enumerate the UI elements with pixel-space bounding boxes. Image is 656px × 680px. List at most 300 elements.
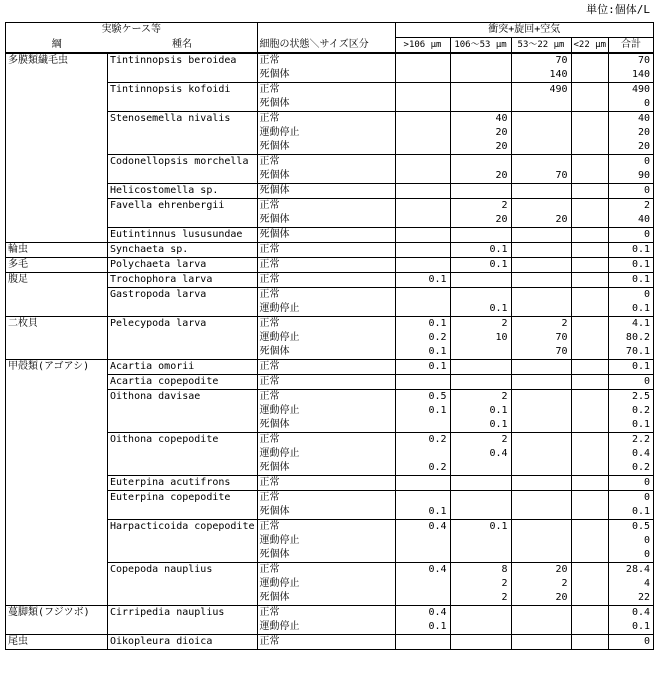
value-cell (395, 97, 450, 112)
table-row (6, 53, 654, 68)
table-row (6, 169, 654, 184)
class-cell (6, 375, 108, 390)
species-cell (108, 461, 258, 476)
state-cell: 死個体 (257, 505, 395, 520)
value-cell: 8 (450, 563, 511, 578)
value-cell (450, 228, 511, 243)
table-row (6, 184, 654, 199)
total-cell: 0 (609, 635, 654, 650)
value-cell (571, 331, 609, 345)
species-cell: Helicostomella sp. (108, 184, 258, 199)
class-cell (6, 620, 108, 635)
table-row (6, 317, 654, 332)
state-cell: 死個体 (257, 140, 395, 155)
value-cell (450, 635, 511, 650)
table-row (6, 404, 654, 418)
value-cell (571, 199, 609, 214)
class-cell (6, 83, 108, 98)
size-header-2: 106～53 μm (450, 38, 511, 54)
value-cell (395, 418, 450, 433)
total-cell: 140 (609, 68, 654, 83)
total-cell: 2.5 (609, 390, 654, 405)
value-cell (571, 606, 609, 621)
species-cell (108, 548, 258, 563)
value-cell: 0.4 (395, 563, 450, 578)
value-cell: 0.1 (450, 302, 511, 317)
value-cell (450, 83, 511, 98)
value-cell (450, 155, 511, 170)
table-row (6, 345, 654, 360)
value-cell (571, 375, 609, 390)
value-cell (571, 126, 609, 140)
table-row (6, 447, 654, 461)
table-row (6, 155, 654, 170)
value-cell: 70 (511, 345, 571, 360)
state-cell: 死個体 (257, 68, 395, 83)
value-cell (511, 140, 571, 155)
value-cell (571, 491, 609, 506)
total-cell: 22 (609, 591, 654, 606)
class-cell (6, 97, 108, 112)
value-cell (395, 375, 450, 390)
table-row (6, 620, 654, 635)
value-cell: 2 (450, 317, 511, 332)
table-row (6, 491, 654, 506)
species-cell (108, 447, 258, 461)
total-cell: 0 (609, 228, 654, 243)
total-cell: 0 (609, 534, 654, 548)
value-cell (511, 433, 571, 448)
value-cell (511, 258, 571, 273)
class-cell: 二枚貝 (6, 317, 108, 332)
total-cell: 2 (609, 199, 654, 214)
total-cell: 90 (609, 169, 654, 184)
value-cell (395, 548, 450, 563)
total-cell: 20 (609, 126, 654, 140)
table-row (6, 302, 654, 317)
state-cell: 正常 (257, 243, 395, 258)
class-cell (6, 213, 108, 228)
table-row (6, 390, 654, 405)
value-cell (395, 288, 450, 303)
table-row (6, 548, 654, 563)
value-cell: 0.2 (395, 461, 450, 476)
value-cell: 20 (511, 591, 571, 606)
total-cell: 0 (609, 476, 654, 491)
value-cell (571, 563, 609, 578)
value-cell (395, 126, 450, 140)
state-cell: 運動停止 (257, 620, 395, 635)
state-cell: 死個体 (257, 228, 395, 243)
state-cell: 運動停止 (257, 534, 395, 548)
value-cell (395, 476, 450, 491)
total-cell: 0 (609, 548, 654, 563)
value-cell (511, 243, 571, 258)
value-cell: 2 (450, 577, 511, 591)
value-cell (395, 213, 450, 228)
class-cell (6, 331, 108, 345)
value-cell (511, 476, 571, 491)
value-cell (395, 68, 450, 83)
value-cell: 0.4 (395, 520, 450, 535)
class-cell: 蔓脚類(フジツボ) (6, 606, 108, 621)
value-cell (571, 243, 609, 258)
table-row (6, 360, 654, 375)
group-header: 衝突+旋回+空気 (395, 23, 654, 38)
class-cell (6, 228, 108, 243)
state-cell: 正常 (257, 317, 395, 332)
state-cell: 正常 (257, 83, 395, 98)
value-cell (395, 243, 450, 258)
species-cell (108, 126, 258, 140)
table-row (6, 258, 654, 273)
state-header: 細胞の状態＼サイズ区分 (257, 38, 395, 54)
class-cell (6, 476, 108, 491)
state-cell: 正常 (257, 360, 395, 375)
value-cell (395, 635, 450, 650)
value-cell (571, 620, 609, 635)
class-cell (6, 461, 108, 476)
class-cell (6, 591, 108, 606)
value-cell (571, 140, 609, 155)
value-cell: 0.1 (395, 620, 450, 635)
class-cell (6, 505, 108, 520)
class-cell (6, 563, 108, 578)
value-cell (450, 461, 511, 476)
table-row (6, 433, 654, 448)
value-cell (511, 199, 571, 214)
value-cell: 0.4 (450, 447, 511, 461)
species-cell (108, 577, 258, 591)
value-cell: 2 (450, 433, 511, 448)
table-row (6, 577, 654, 591)
table-row (6, 418, 654, 433)
value-cell: 0.1 (450, 418, 511, 433)
class-cell (6, 433, 108, 448)
size-header-3: 53～22 μm (511, 38, 571, 54)
value-cell: 0.1 (395, 360, 450, 375)
value-cell: 20 (450, 213, 511, 228)
value-cell: 0.1 (450, 243, 511, 258)
class-cell (6, 404, 108, 418)
value-cell (450, 606, 511, 621)
class-cell: 甲殻類(アゴアシ) (6, 360, 108, 375)
state-cell: 運動停止 (257, 302, 395, 317)
species-cell (108, 404, 258, 418)
value-cell (571, 184, 609, 199)
value-cell (511, 97, 571, 112)
state-cell: 正常 (257, 258, 395, 273)
species-cell (108, 591, 258, 606)
state-cell: 死個体 (257, 345, 395, 360)
value-cell (450, 548, 511, 563)
species-cell: Tintinnopsis kofoidi (108, 83, 258, 98)
class-cell: 多膜類繊毛虫 (6, 53, 108, 68)
value-cell (511, 273, 571, 288)
species-cell: Tintinnopsis beroidea (108, 53, 258, 68)
class-cell (6, 534, 108, 548)
value-cell: 2 (450, 199, 511, 214)
species-cell: Oithona copepodite (108, 433, 258, 448)
state-cell: 死個体 (257, 97, 395, 112)
value-cell (511, 390, 571, 405)
value-cell (511, 520, 571, 535)
value-cell: 0.4 (395, 606, 450, 621)
species-cell (108, 213, 258, 228)
value-cell (571, 418, 609, 433)
table-row (6, 375, 654, 390)
table-row (6, 591, 654, 606)
total-cell: 70 (609, 53, 654, 68)
state-cell: 正常 (257, 288, 395, 303)
value-cell (571, 476, 609, 491)
value-cell (395, 228, 450, 243)
value-cell (511, 360, 571, 375)
total-cell: 40 (609, 112, 654, 127)
value-cell: 0.1 (450, 520, 511, 535)
total-header: 合計 (609, 38, 654, 54)
species-cell: Stenosemella nivalis (108, 112, 258, 127)
value-cell (571, 520, 609, 535)
species-cell: Acartia copepodite (108, 375, 258, 390)
total-cell: 0.1 (609, 258, 654, 273)
value-cell (511, 112, 571, 127)
value-cell: 2 (511, 317, 571, 332)
class-cell (6, 126, 108, 140)
species-header: 種名 (108, 38, 258, 54)
state-cell: 正常 (257, 635, 395, 650)
value-cell (571, 68, 609, 83)
value-cell: 0.2 (395, 331, 450, 345)
value-cell (511, 155, 571, 170)
value-cell (395, 184, 450, 199)
total-cell: 0 (609, 184, 654, 199)
table-row (6, 520, 654, 535)
value-cell (450, 476, 511, 491)
value-cell (511, 302, 571, 317)
state-cell: 運動停止 (257, 404, 395, 418)
class-cell (6, 520, 108, 535)
value-cell (571, 258, 609, 273)
value-cell (571, 155, 609, 170)
value-cell: 490 (511, 83, 571, 98)
class-cell (6, 447, 108, 461)
value-cell (395, 53, 450, 68)
class-cell (6, 390, 108, 405)
class-cell (6, 169, 108, 184)
header-row-2 (6, 38, 654, 54)
value-cell (511, 505, 571, 520)
value-cell (450, 360, 511, 375)
value-cell: 2 (511, 577, 571, 591)
state-cell: 運動停止 (257, 126, 395, 140)
value-cell (511, 491, 571, 506)
value-cell: 20 (450, 140, 511, 155)
exp-case-header: 実験ケース等 (6, 23, 258, 38)
value-cell (450, 273, 511, 288)
state-cell: 運動停止 (257, 447, 395, 461)
value-cell (571, 169, 609, 184)
table-row (6, 476, 654, 491)
species-cell: Harpacticoida copepodite (108, 520, 258, 535)
species-cell: Synchaeta sp. (108, 243, 258, 258)
table-row (6, 213, 654, 228)
class-cell (6, 345, 108, 360)
state-cell: 正常 (257, 199, 395, 214)
total-cell: 0.1 (609, 273, 654, 288)
total-cell: 0.1 (609, 505, 654, 520)
species-cell (108, 418, 258, 433)
species-cell (108, 68, 258, 83)
value-cell (395, 534, 450, 548)
total-cell: 0 (609, 491, 654, 506)
value-cell (571, 345, 609, 360)
total-cell: 28.4 (609, 563, 654, 578)
unit-label: 単位:個体/L (586, 3, 650, 16)
total-cell: 20 (609, 140, 654, 155)
value-cell: 70 (511, 331, 571, 345)
value-cell (450, 491, 511, 506)
value-cell (571, 273, 609, 288)
value-cell: 10 (450, 331, 511, 345)
table-row (6, 243, 654, 258)
species-cell: Codonellopsis morchella (108, 155, 258, 170)
species-cell (108, 302, 258, 317)
value-cell (395, 169, 450, 184)
value-cell (571, 591, 609, 606)
species-cell (108, 620, 258, 635)
value-cell (571, 461, 609, 476)
state-cell: 正常 (257, 476, 395, 491)
class-cell (6, 68, 108, 83)
value-cell: 0.2 (395, 433, 450, 448)
data-table (5, 22, 654, 650)
species-cell (108, 345, 258, 360)
total-cell: 0.2 (609, 404, 654, 418)
value-cell (395, 577, 450, 591)
value-cell (511, 534, 571, 548)
value-cell (511, 418, 571, 433)
value-cell (450, 505, 511, 520)
table-row (6, 112, 654, 127)
value-cell (511, 461, 571, 476)
value-cell (571, 548, 609, 563)
total-cell: 0 (609, 155, 654, 170)
value-cell: 70 (511, 53, 571, 68)
total-cell: 0.1 (609, 620, 654, 635)
class-cell: 尾虫 (6, 635, 108, 650)
total-cell: 490 (609, 83, 654, 98)
value-cell (511, 620, 571, 635)
state-cell: 正常 (257, 273, 395, 288)
class-header: 綱 (6, 38, 108, 54)
species-cell: Pelecypoda larva (108, 317, 258, 332)
value-cell (511, 606, 571, 621)
value-cell: 20 (450, 169, 511, 184)
total-cell: 0.4 (609, 606, 654, 621)
value-cell: 20 (511, 213, 571, 228)
value-cell (395, 258, 450, 273)
species-cell (108, 97, 258, 112)
total-cell: 0.4 (609, 447, 654, 461)
state-cell: 死個体 (257, 591, 395, 606)
value-cell (395, 83, 450, 98)
state-cell: 死個体 (257, 418, 395, 433)
value-cell: 0.1 (395, 404, 450, 418)
value-cell: 2 (450, 390, 511, 405)
size-header-4: <22 μm (571, 38, 609, 54)
table-row (6, 97, 654, 112)
table-row (6, 68, 654, 83)
value-cell (450, 68, 511, 83)
value-cell: 0.1 (395, 505, 450, 520)
state-cell: 死個体 (257, 548, 395, 563)
value-cell: 20 (511, 563, 571, 578)
species-cell: Eutintinnus lususundae (108, 228, 258, 243)
state-cell: 運動停止 (257, 331, 395, 345)
table-row (6, 126, 654, 140)
value-cell (395, 199, 450, 214)
size-header-1: >106 μm (395, 38, 450, 54)
value-cell (571, 317, 609, 332)
value-cell (450, 620, 511, 635)
species-cell: Acartia omorii (108, 360, 258, 375)
species-cell: Euterpina copepodite (108, 491, 258, 506)
table-row (6, 83, 654, 98)
value-cell (571, 390, 609, 405)
class-cell (6, 184, 108, 199)
value-cell (571, 83, 609, 98)
species-cell: Gastropoda larva (108, 288, 258, 303)
value-cell (571, 505, 609, 520)
value-cell (571, 360, 609, 375)
value-cell (395, 591, 450, 606)
value-cell (511, 184, 571, 199)
class-cell (6, 418, 108, 433)
value-cell: 0.1 (395, 273, 450, 288)
state-cell: 正常 (257, 433, 395, 448)
value-cell (450, 53, 511, 68)
value-cell (511, 404, 571, 418)
class-cell (6, 112, 108, 127)
value-cell (450, 375, 511, 390)
table-row (6, 199, 654, 214)
total-cell: 2.2 (609, 433, 654, 448)
state-cell: 正常 (257, 491, 395, 506)
total-cell: 0 (609, 288, 654, 303)
value-cell (511, 548, 571, 563)
value-cell (395, 112, 450, 127)
state-cell: 死個体 (257, 184, 395, 199)
state-cell: 正常 (257, 606, 395, 621)
value-cell: 2 (450, 591, 511, 606)
value-cell: 70 (511, 169, 571, 184)
table-row (6, 563, 654, 578)
state-cell: 正常 (257, 155, 395, 170)
value-cell (395, 302, 450, 317)
value-cell (511, 635, 571, 650)
table-row (6, 505, 654, 520)
value-cell (450, 534, 511, 548)
total-cell: 40 (609, 213, 654, 228)
value-cell (571, 213, 609, 228)
value-cell: 0.5 (395, 390, 450, 405)
species-cell (108, 331, 258, 345)
total-cell: 0.1 (609, 418, 654, 433)
total-cell: 4 (609, 577, 654, 591)
value-cell (511, 447, 571, 461)
species-cell: Euterpina acutifrons (108, 476, 258, 491)
